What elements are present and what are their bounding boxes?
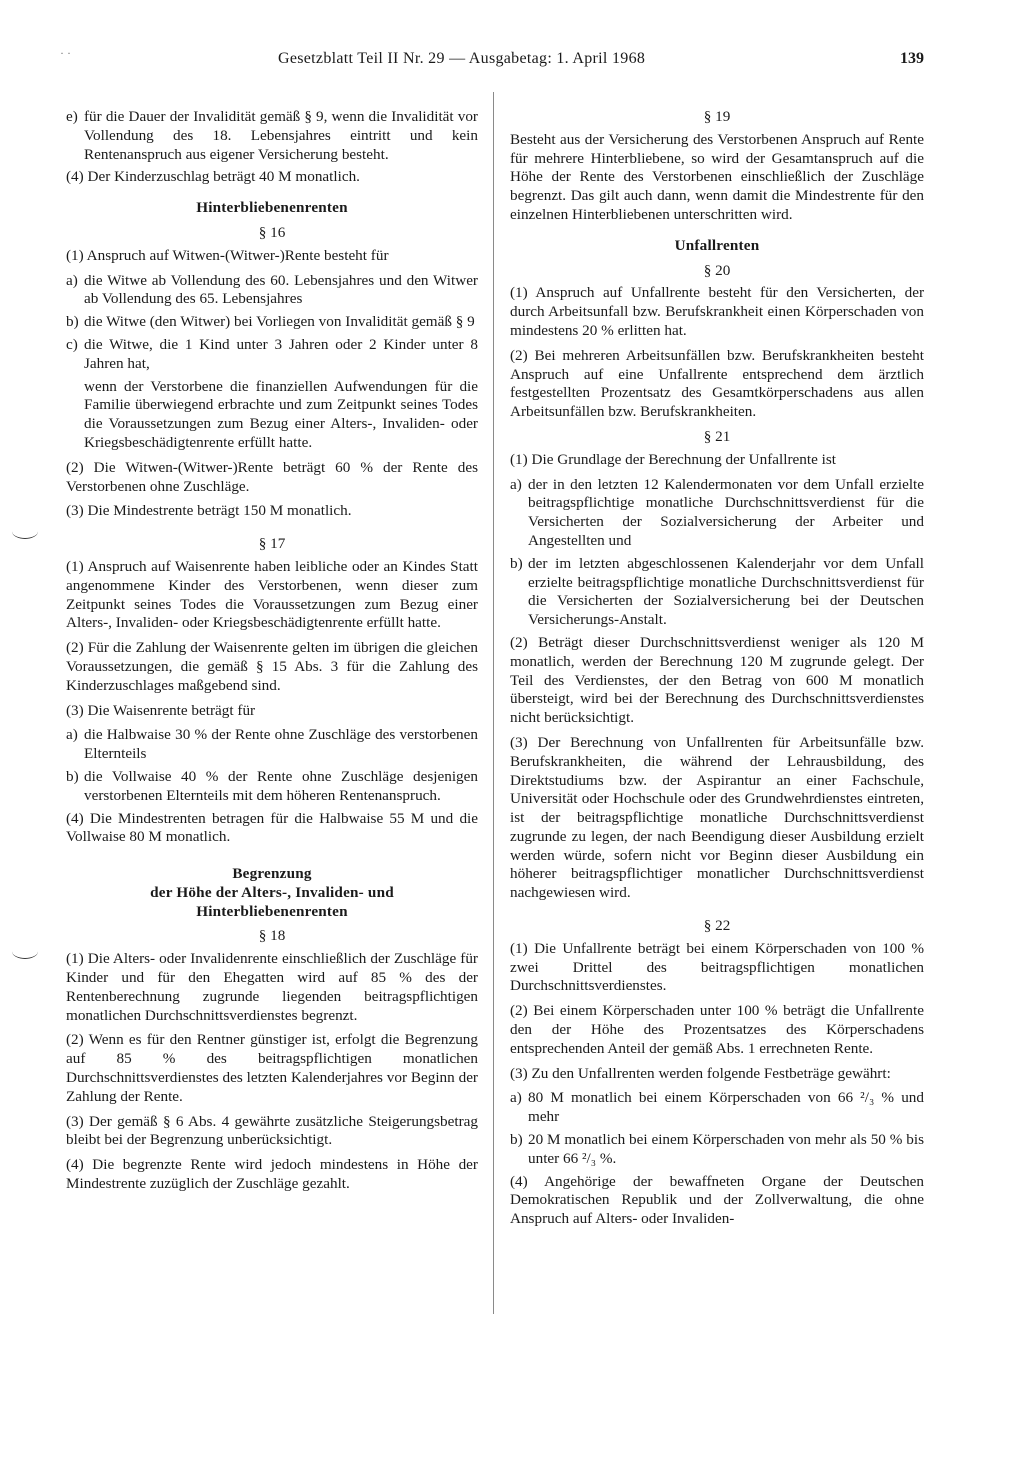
running-header [60,46,930,74]
paragraph: (3) Die Waisenrente beträgt für [66,701,256,719]
list-item [66,726,478,764]
paragraph: (2) Bei mehreren Arbeitsunfällen bzw. Berufskrankheiten besteht Anspruch auf eine Unfallrente entsprechend dem ärztlich festgestellten Prozentsatz des Gesamtkörperschadens aus allen Arbeitsunfällen bzw. Berufskrankheiten. [510,346,924,421]
paragraph: (2) Wenn es für den Rentner günstiger ist, erfolgt die Begrenzung auf 85 % des beitragspflichtigen monatlichen Durchschnittsverdienstes des letzten Kalenderjahres vor Beginn der Zahlung der Rente. [66,1031,478,1105]
item-text: die Witwe (den Witwer) bei Vorliegen von Invalidität gemäß § 9 [84,313,475,331]
paragraph: wenn der Verstorbene die finanziellen Aufwendungen für die Familie überwiegend erbrachte und zum Zeitpunkt seines Todes die Voraussetzungen zum Bezug einer Alters-, Invaliden- oder Kriegsbeschädigtenrente erfüllt hatte. [84,377,478,451]
paragraph: (2) Die Witwen-(Witwer-)Rente beträgt 60 % der Rente des Verstorbenen ohne Zuschläge. [66,458,478,495]
item-label: b) [66,767,79,785]
item-text: der im letzten abgeschlossenen Kalenderjahr vor dem Unfall erzielte beitragspflichtige monatliche Durchschnittsverdienst für die Versicherten der Sozialversicherung bei der Deutschen Versicherungs-Anstalt. [528,554,924,629]
paragraph: (1) Anspruch auf Waisenrente haben leibliche oder an Kindes Statt angenommene Kinder des Verstorbenen, wenn dieser zum Zeitpunkt seines Todes die Voraussetzungen zum Bezug einer Alters-, Invaliden- oder Kriegsbeschädigtenrente erfüllt hatte. [66,557,478,632]
paragraph: (2) Beträgt dieser Durchschnittsverdienst weniger als 120 M monatlich, werden der Berechnung 120 M zugrunde gelegt. Der Teil des Verdienstes, der den Betrag von 600 M monatlich übersteigt, wird bei der Berechnung des Durchschnittsverdienstes nicht berücksichtigt. [510,633,924,727]
item-text: 20 M monatlich bei einem Körperschaden von mehr als 50 % bis unter 66 ²/₃ %. [528,1131,924,1167]
right-column [510,108,924,1235]
item-label: a) [66,271,78,289]
paragraph: (3) Die Mindestrente beträgt 150 M monatlich. [66,502,352,520]
item-label: a) [510,1089,522,1107]
section-heading: der Höhe der Alters-, Invaliden- und [150,883,394,901]
page-number: 139 [900,50,924,67]
paragraph: (1) Die Grundlage der Berechnung der Unfallrente ist [510,450,836,468]
item-label: c) [66,335,78,353]
list-item [510,476,924,551]
item-label: b) [66,313,79,331]
list-item [66,768,478,806]
paragraph: (4) Der Kinderzuschlag beträgt 40 M monatlich. [66,168,360,186]
list-item [66,313,478,332]
column-rule [493,92,494,1314]
paragraph-number: § 20 [703,261,731,279]
paragraph-number: § 17 [258,535,286,553]
paragraph-number: § 16 [258,223,286,241]
paragraph-number: § 22 [703,917,731,935]
item-text: die Witwe, die 1 Kind unter 3 Jahren oder 2 Kinder unter 8 Jahren hat, [84,335,478,372]
section-heading: Begrenzung [232,865,312,883]
margin-check-mark [12,524,38,539]
paragraph-number: § 21 [703,427,731,445]
margin-check-mark [12,944,38,959]
paragraph: (4) Die Mindestrenten betragen für die Halbwaise 55 M und die Vollwaise 80 M monatlich. [66,809,478,846]
section-heading: Hinterbliebenenrenten [196,902,348,920]
paragraph-number: § 19 [703,108,731,125]
list-item [510,555,924,630]
paragraph: (2) Für die Zahlung der Waisenrente gelten im übrigen die gleichen Voraussetzungen, die gemäß § 15 Abs. 3 für die Zahlung des Kinderzuschlages maßgebend sind. [66,639,478,694]
item-label: a) [66,726,78,744]
list-item [66,108,478,164]
item-text: der in den letzten 12 Kalendermonaten vor dem Unfall erzielte beitragspflichtige monatliche Durchschnittsverdienst für die Versicherten der Sozialversicherung der Arbeiter und Angestellten und [528,475,924,549]
running-title: Gesetzblatt Teil II Nr. 29 — Ausgabetag: 1. April 1968 [278,50,646,67]
item-label: a) [510,475,522,493]
paragraph: Besteht aus der Versicherung des Verstorbenen Anspruch auf Rente für mehrere Hinterbliebene, so wird der Gesamtanspruch auf die Höhe der Rente des Verstorbenen einschließlich der Zuschläge begrenzt. Das gilt auch dann, wenn damit die Mindestrente für den einzelnen Hinterbliebenen unterschritten wird. [510,130,924,223]
item-text: die Vollwaise 40 % der Rente ohne Zuschläge desjenigen verstorbenen Elternteils mit dem höheren Rentenanspruch. [84,767,478,804]
paragraph: (1) Anspruch auf Unfallrente besteht für den Versicherten, der durch Arbeitsunfall bzw. Berufskrankheit einen Körperschaden von mindestens 20 % erlitten hat. [510,284,924,339]
item-text: die Halbwaise 30 % der Rente ohne Zuschläge des verstorbenen Elternteils [84,726,478,763]
section-heading: Unfallrenten [674,236,760,254]
paragraph: (4) Angehörige der bewaffneten Organe der Deutschen Demokratischen Republik und der Zollverwaltung, die ohne Anspruch auf Alters- oder Invaliden- [510,1172,924,1228]
paragraph: (1) Anspruch auf Witwen-(Witwer-)Rente besteht für [66,246,389,264]
list-item [510,1131,924,1169]
paragraph: (1) Die Alters- oder Invalidenrente einschließlich der Zuschläge für Kinder und für den Ehegatten wird auf 85 % des der Rentenberechnung zugrunde liegenden beitragspflichtigen monatlichen Durchschnittsverdienstes begrenzt. [66,950,478,1024]
list-item [510,1089,924,1127]
left-column [66,108,478,1200]
item-label: b) [510,554,523,572]
paragraph: (3) Der Berechnung von Unfallrenten für Arbeitsunfälle bzw. Berufskrankheiten, die während der Lehrausbildung, des Direktstudiums bzw. der Aspirantur an einer Fachschule, Universität oder Hochschule oder des Grundwehrdienstes eintreten, ist der beitragspflichtige monatliche Durchschnittsverdienst zugrunde zu legen, der nach Beendigung dieser Ausbildung erzielt werden würde, sofern nicht vor Beginn dieser Ausbildung ein höherer beitragspflichtiger monatlicher Durchschnittsverdienst nachgewiesen wird. [510,733,924,902]
item-text: die Witwe ab Vollendung des 60. Lebensjahres und den Witwer ab Vollendung des 65. Lebensjahres [84,271,478,308]
paragraph: (2) Bei einem Körperschaden unter 100 % beträgt die Unfallrente den der Höhe des Prozentsatzes des Körperschadens entsprechenden Anteil der gemäß Abs. 1 errechneten Rente. [510,1002,924,1057]
paragraph: (1) Die Unfallrente beträgt bei einem Körperschaden von 100 % zwei Drittel des beitragspflichtigen monatlichen Durchschnittsverdienstes. [510,939,924,995]
section-heading: Hinterbliebenenrenten [196,199,348,217]
item-text: für die Dauer der Invalidität gemäß § 9, wenn die Invalidität vor Vollendung des 18. Lebensjahres eintritt und kein Rentenanspruch aus eigener Versicherung besteht. [84,108,478,163]
item-label: b) [510,1131,523,1149]
paragraph: (3) Zu den Unfallrenten werden folgende Festbeträge gewährt: [510,1064,891,1082]
margin-dots: · · [60,46,71,60]
paragraph-number: § 18 [258,927,286,945]
item-text: 80 M monatlich bei einem Körperschaden von 66 ²/₃ % und mehr [528,1089,924,1126]
item-label: e) [66,108,78,125]
paragraph: (4) Die begrenzte Rente wird jedoch mindestens in Höhe der Mindestrente zuzüglich der Zuschläge gezahlt. [66,1156,478,1193]
list-item [66,336,478,374]
list-item [66,272,478,310]
paragraph: (3) Der gemäß § 6 Abs. 4 gewährte zusätzliche Steigerungsbetrag bleibt bei der Begrenzung unberücksichtigt. [66,1112,478,1149]
